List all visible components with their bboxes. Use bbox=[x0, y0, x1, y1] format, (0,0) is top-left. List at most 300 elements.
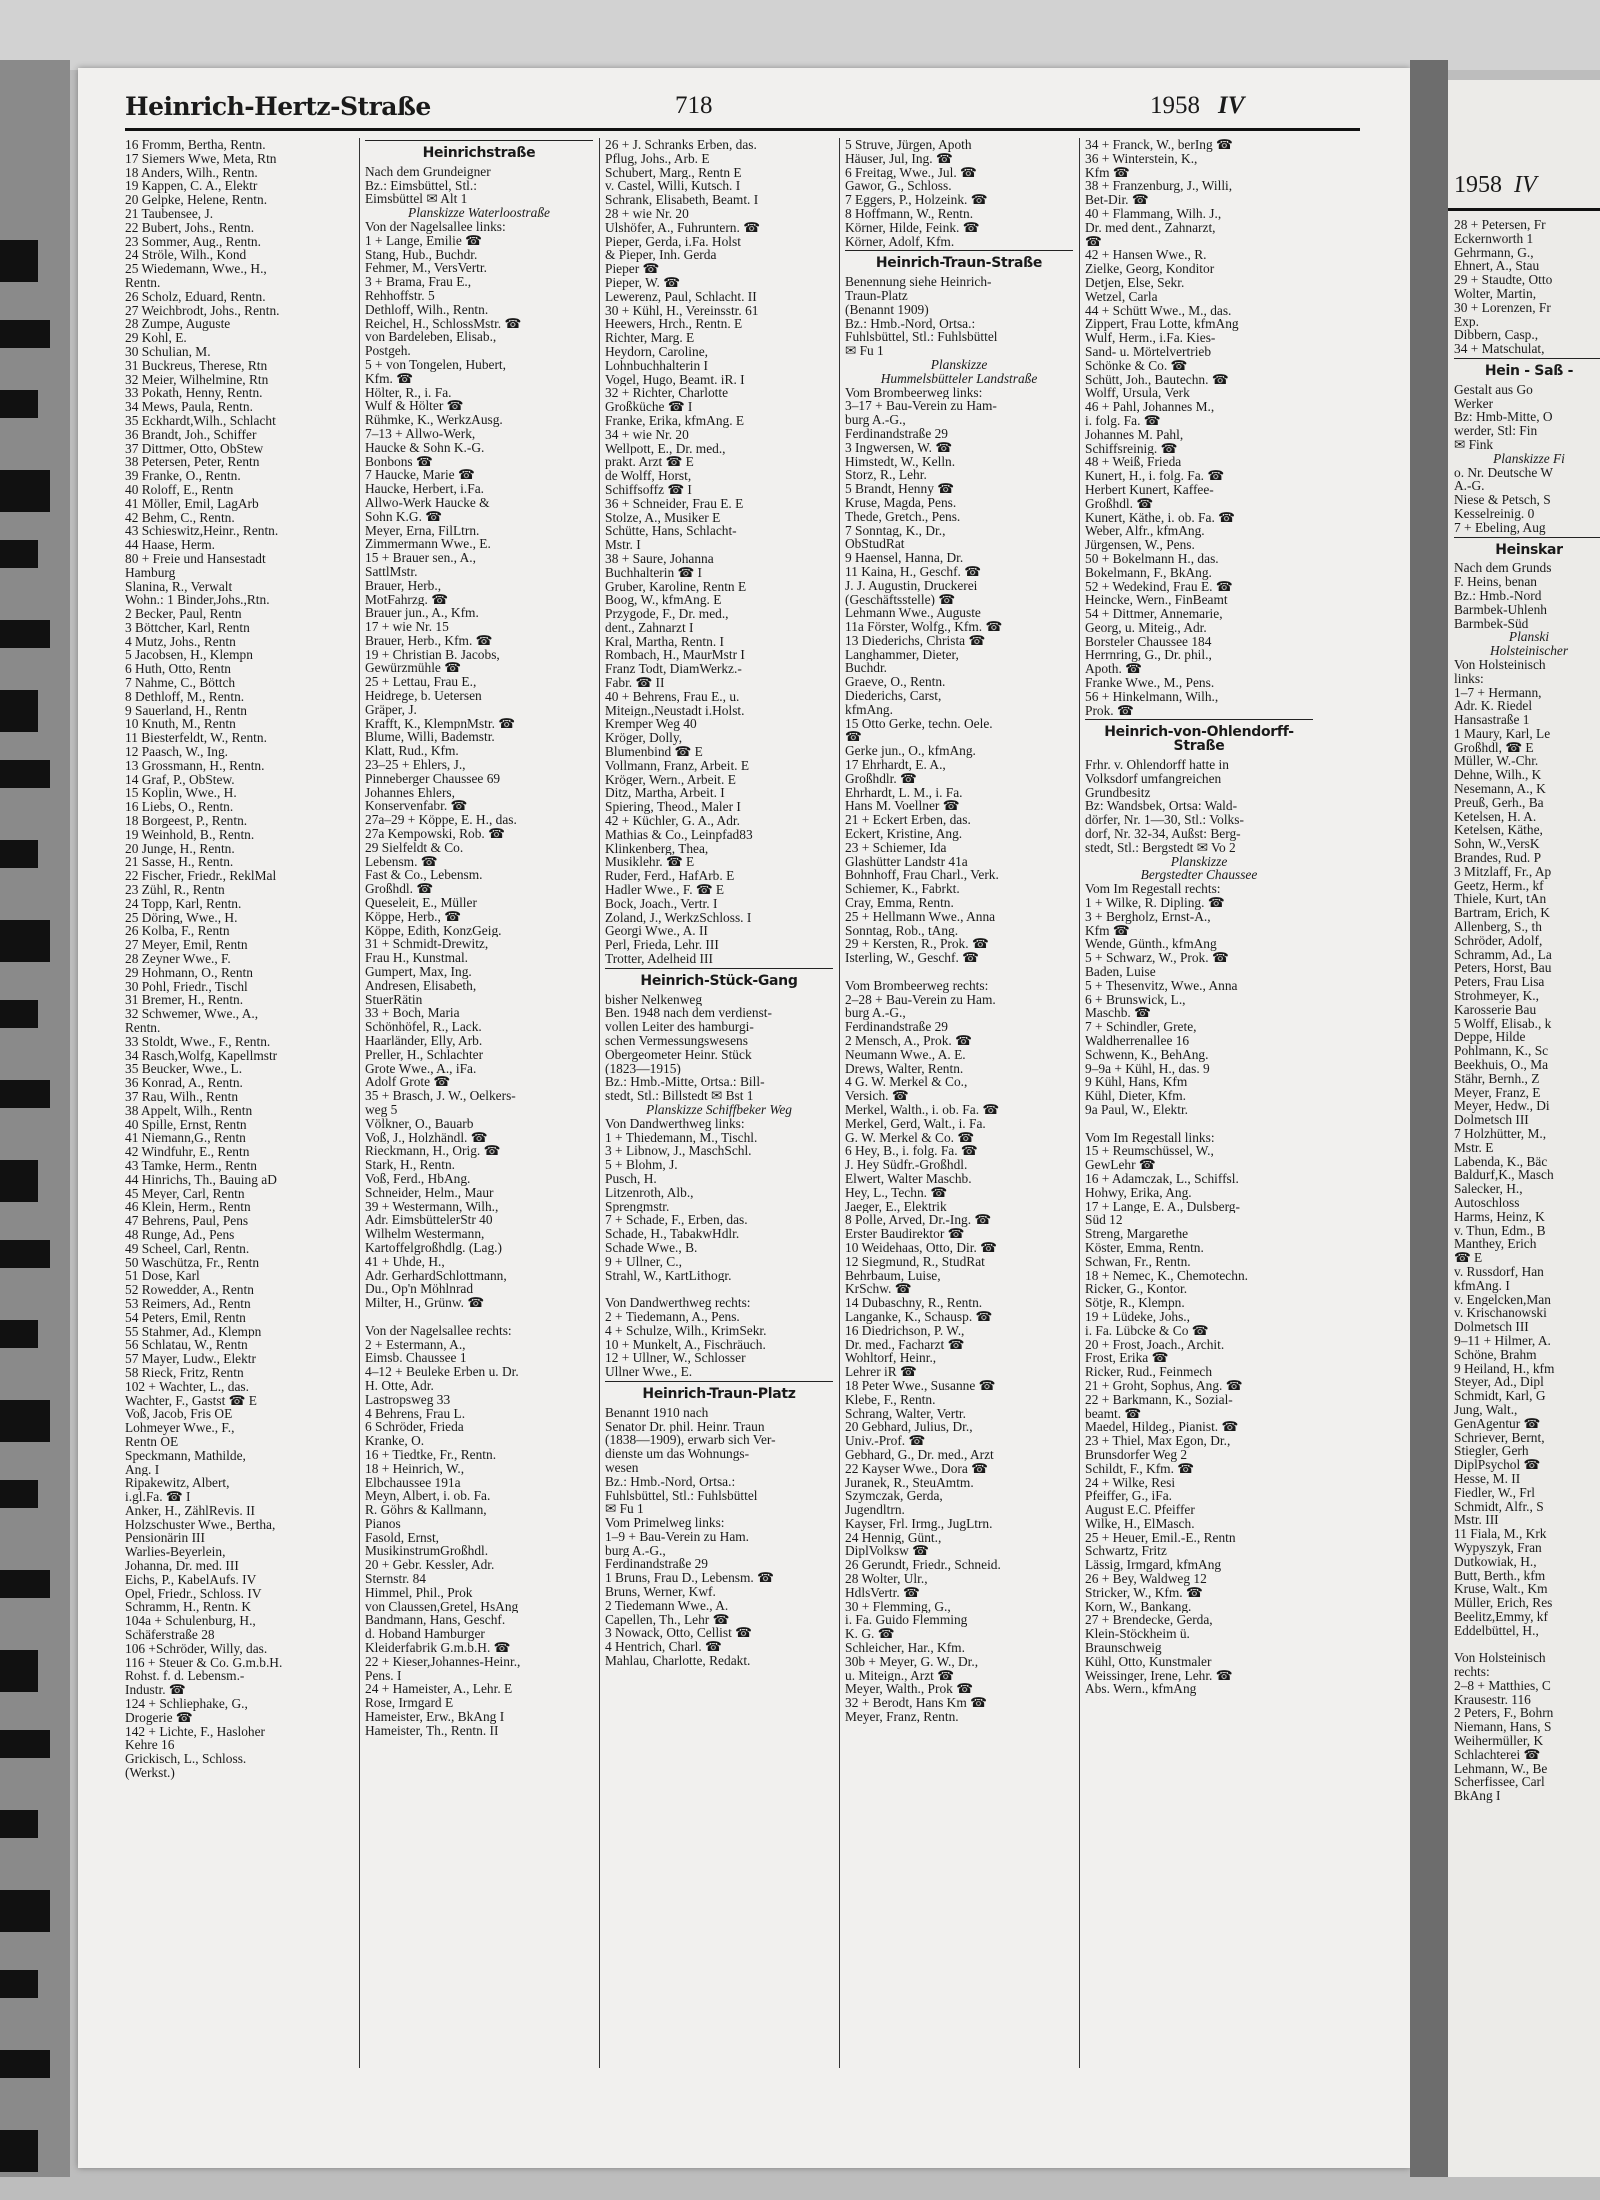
directory-entry: 23 + Schiemer, Ida bbox=[845, 840, 947, 855]
directory-entry: Sprengmstr. bbox=[605, 1199, 670, 1214]
directory-entry: 30 Pohl, Friedr., Tischl bbox=[125, 979, 248, 994]
directory-entry: KrSchw. ☎ bbox=[845, 1282, 912, 1297]
index-mark bbox=[0, 1730, 50, 1758]
directory-entry: 124 + Schliephake, G., bbox=[125, 1697, 248, 1711]
directory-entry: 2 + Estermann, A., bbox=[365, 1337, 466, 1352]
directory-entry: 8 Dethloff, M., Rentn. bbox=[125, 689, 245, 704]
directory-entry: 3 + Brama, Frau E., bbox=[365, 275, 472, 289]
directory-entry: Brauer, Herb., Kfm. ☎ bbox=[365, 633, 493, 648]
directory-entry: 44 + Schütt Wwe., M., das. bbox=[1085, 303, 1232, 318]
directory-entry: 32 + Richter, Charlotte bbox=[605, 386, 729, 401]
directory-entry: 3 Mitzlaff, Fr., Ap bbox=[1454, 864, 1552, 879]
directory-entry: Przygode, F., Dr. med., bbox=[605, 607, 729, 621]
directory-entry: 20 + Frost, Joach., Archit. bbox=[1085, 1337, 1225, 1352]
directory-entry: Scherfissee, Carl bbox=[1454, 1775, 1545, 1790]
map-reference: Bergstedter Chaussee bbox=[1140, 868, 1258, 883]
directory-entry: Sötje, R., Klempn. bbox=[1085, 1296, 1185, 1310]
directory-entry: Eimsbüttel ✉ Alt 1 bbox=[365, 192, 468, 207]
directory-entry: Schmidt, Alfr., S bbox=[1454, 1499, 1544, 1514]
directory-entry: Wetzel, Carla bbox=[1085, 289, 1158, 304]
directory-entry: 27a Kempowski, Rob. ☎ bbox=[365, 827, 505, 841]
directory-entry: 5 + von Tongelen, Hubert, bbox=[365, 357, 506, 372]
directory-entry: Schramm, Ad., La bbox=[1454, 947, 1552, 962]
directory-entry: 3 Ingwersen, W. ☎ bbox=[845, 440, 953, 455]
directory-entry: Streng, Margarethe bbox=[1085, 1227, 1189, 1241]
directory-entry: 21 + Groht, Sophus, Ang. ☎ bbox=[1085, 1378, 1243, 1393]
directory-entry: Sonntag, Rob., tAng. bbox=[845, 923, 959, 938]
directory-entry: Pohlmann, K., Sc bbox=[1454, 1044, 1549, 1059]
spacer bbox=[845, 965, 1073, 979]
directory-entry: 5 Jacobsen, H., Klempn bbox=[125, 648, 253, 663]
directory-entry: 44 Hinrichs, Th., Bauing aD bbox=[125, 1172, 277, 1187]
directory-entry: Blumenbind ☎ E bbox=[605, 745, 703, 759]
directory-entry: Bonbons ☎ bbox=[365, 454, 433, 469]
directory-entry: 26 Scholz, Eduard, Rentn. bbox=[125, 289, 266, 304]
directory-entry: stedt, Stl.: Bergstedt ✉ Vo 2 bbox=[1085, 840, 1236, 855]
directory-entry: 33 Pokath, Henny, Rentn. bbox=[125, 386, 263, 401]
directory-entry: Großhdl. ☎ bbox=[365, 882, 434, 897]
directory-entry: Weihermüller, K bbox=[1454, 1734, 1544, 1748]
directory-entry: Gumpert, Max, Ing. bbox=[365, 965, 472, 979]
directory-entry: Werker bbox=[1454, 396, 1494, 411]
directory-entry: Stang, Hub., Buchdr. bbox=[365, 247, 478, 262]
directory-entry: Krafft, K., KlempnMstr. ☎ bbox=[365, 716, 515, 731]
directory-entry: Konservenfabr. ☎ bbox=[365, 799, 468, 814]
directory-entry: Jugendltrn. bbox=[845, 1503, 905, 1517]
directory-entry: ☎ E bbox=[1454, 1251, 1483, 1265]
directory-entry: BkAng I bbox=[1454, 1789, 1501, 1804]
directory-entry: dienste um das Wohnungs- bbox=[605, 1447, 750, 1461]
directory-entry: 11 Biesterfeldt, W., Rentn. bbox=[125, 731, 267, 746]
directory-entry: Herbert Kunert, Kaffee- bbox=[1085, 482, 1214, 497]
directory-entry: Gruber, Karoline, Rentn E bbox=[605, 579, 747, 594]
directory-entry: Schütt, Joh., Bautechn. ☎ bbox=[1085, 372, 1229, 387]
directory-entry: 80 + Freie und Hansestadt bbox=[125, 551, 266, 566]
directory-entry: Miteign.,Neustadt i.Holst. bbox=[605, 703, 745, 718]
directory-entry: 7 Haucke, Marie ☎ bbox=[365, 468, 475, 483]
directory-entry: Hameister, Erw., BkAng I bbox=[365, 1710, 505, 1724]
directory-entry: Kfm. ☎ bbox=[365, 371, 413, 386]
directory-entry: 25 Wiedemann, Wwe., H., bbox=[125, 262, 267, 276]
directory-entry: Bock, Joach., Vertr. I bbox=[605, 896, 718, 911]
directory-entry: Bandmann, Hans, Geschf. bbox=[365, 1613, 506, 1628]
directory-entry: 14 Graf, P., ObStew. bbox=[125, 772, 235, 787]
directory-entry: 38 + Saure, Johanna bbox=[605, 551, 714, 566]
directory-entry: Rentn. bbox=[125, 1021, 161, 1035]
directory-entry: 104a + Schulenburg, H., bbox=[125, 1614, 256, 1629]
directory-entry: Brauer, Herb., bbox=[365, 578, 442, 593]
directory-entry: Graeve, O., Rentn. bbox=[845, 675, 946, 690]
index-mark bbox=[0, 2050, 50, 2078]
scan-background bbox=[0, 0, 1600, 70]
directory-entry: Dolmetsch III bbox=[1454, 1113, 1529, 1127]
directory-entry: ✉ Fu 1 bbox=[845, 344, 884, 358]
directory-entry: 5 Brandt, Henny ☎ bbox=[845, 482, 954, 496]
directory-entry: Kühl, Dieter, Kfm. bbox=[1085, 1089, 1186, 1103]
directory-entry: wesen bbox=[605, 1460, 639, 1475]
column-4 bbox=[845, 138, 1073, 2068]
directory-entry: Peters, Horst, Bau bbox=[1454, 961, 1552, 976]
directory-entry: Korn, W., Bankang. bbox=[1085, 1599, 1192, 1614]
directory-entry: 8 Hoffmann, W., Rentn. bbox=[845, 206, 974, 221]
directory-entry: Kfm ☎ bbox=[1085, 923, 1130, 938]
directory-entry: Stiegler, Gerh bbox=[1454, 1444, 1529, 1459]
directory-entry: Kunert, Käthe, i. ob. Fa. ☎ bbox=[1085, 510, 1235, 525]
directory-entry: Wulf, Herm., i.Fa. Kies- bbox=[1085, 331, 1216, 345]
directory-entry: Nach dem Grunds bbox=[1454, 561, 1552, 576]
next-page-year: 1958 bbox=[1454, 172, 1502, 198]
directory-entry: Schönhöfel, R., Lack. bbox=[365, 1020, 482, 1034]
directory-entry: 6 Huth, Otto, Rentn bbox=[125, 662, 232, 677]
directory-entry: 1–9 + Bau-Verein zu Ham. bbox=[605, 1529, 750, 1544]
directory-entry: Schriever, Bernt, bbox=[1454, 1430, 1545, 1445]
directory-entry: Fabr. ☎ II bbox=[605, 676, 665, 690]
directory-entry: Lohnbuchhalterin I bbox=[605, 358, 708, 373]
next-page-volume: IV bbox=[1514, 172, 1537, 198]
directory-entry: Bokelmann, F., BkAng. bbox=[1085, 565, 1212, 580]
directory-entry: 10 Knuth, M., Rentn bbox=[125, 717, 236, 732]
directory-entry: 24 Topp, Karl, Rentn. bbox=[125, 896, 242, 911]
directory-entry: Andresen, Elisabeth, bbox=[365, 978, 477, 993]
directory-entry: (Werkst.) bbox=[125, 1766, 175, 1780]
thumb-index-marks bbox=[0, 240, 60, 2200]
directory-entry: 16 + Adamczak, L., Schiffsl. bbox=[1085, 1171, 1239, 1186]
directory-entry: Autoschloss bbox=[1454, 1195, 1520, 1210]
directory-entry: J. Hey Südfr.-Großhdl. bbox=[845, 1158, 968, 1172]
directory-entry: Sternstr. 84 bbox=[365, 1572, 427, 1586]
directory-entry: Rentn. bbox=[125, 275, 161, 290]
directory-entry: vollen Leiter des hamburgi- bbox=[605, 1020, 754, 1034]
directory-entry: Lässig, Irmgard, kfmAng bbox=[1085, 1558, 1222, 1573]
directory-entry: Hohwy, Erika, Ang. bbox=[1085, 1185, 1192, 1200]
directory-entry: 34 + Matschulat, bbox=[1454, 342, 1545, 356]
directory-entry: 52 Rowedder, A., Rentn bbox=[125, 1283, 254, 1297]
directory-entry: Anker, H., ZählRevis. II bbox=[125, 1503, 255, 1518]
directory-entry: 2 Tiedemann Wwe., A. bbox=[605, 1598, 729, 1613]
directory-entry: 23 Sommer, Aug., Rentn. bbox=[125, 234, 261, 249]
directory-entry: 7 Holzhütter, M., bbox=[1454, 1127, 1547, 1141]
index-mark bbox=[0, 1240, 50, 1268]
directory-entry: Hey, L., Techn. ☎ bbox=[845, 1185, 948, 1200]
directory-entry: Dehne, Wilh., K bbox=[1454, 768, 1542, 783]
directory-entry: Fast & Co., Lebensm. bbox=[365, 868, 483, 883]
directory-entry: Bz.: Hmb.-Nord, Ortsa.: bbox=[845, 316, 976, 331]
directory-entry: rechts: bbox=[1454, 1665, 1490, 1679]
directory-entry: Bet-Dir. ☎ bbox=[1085, 193, 1149, 207]
directory-entry: 1 + Lange, Emilie ☎ bbox=[365, 233, 482, 248]
spacer bbox=[605, 1282, 833, 1296]
directory-entry: Grote Wwe., A., iFa. bbox=[365, 1061, 477, 1076]
directory-entry: Pianos bbox=[365, 1516, 401, 1531]
directory-entry: Wilhelm Westermann, bbox=[365, 1227, 485, 1241]
directory-entry: Zielke, Georg, Konditor bbox=[1085, 262, 1215, 276]
directory-entry: Ditz, Martha, Arbeit. I bbox=[605, 786, 725, 801]
directory-entry: Von Holsteinisch bbox=[1454, 657, 1546, 672]
directory-entry: Maschb. ☎ bbox=[1085, 1006, 1151, 1021]
directory-entry: Brauer jun., A., Kfm. bbox=[365, 606, 479, 621]
directory-entry: 26 + Bey, Waldweg 12 bbox=[1085, 1572, 1207, 1586]
directory-entry: 20 Junge, H., Rentn. bbox=[125, 841, 235, 856]
directory-entry: 41 Niemann,G., Rentn bbox=[125, 1131, 246, 1146]
directory-entry: 24 Ströle, Wilh., Kond bbox=[125, 248, 247, 263]
directory-entry: ✉ Fink bbox=[1454, 437, 1494, 452]
directory-entry: 5 + Schwarz, W., Prok. ☎ bbox=[1085, 951, 1229, 966]
book-edge bbox=[0, 60, 70, 2177]
book-gutter bbox=[1410, 60, 1448, 2177]
directory-entry: 7 Nahme, C., Böttch bbox=[125, 676, 236, 690]
directory-entry: v. Thun, Edm., B bbox=[1454, 1223, 1546, 1238]
spacer bbox=[1085, 1117, 1313, 1131]
index-mark bbox=[0, 1400, 50, 1442]
directory-entry: dörfer, Nr. 1—30, Stl.: Volks- bbox=[1085, 813, 1244, 828]
directory-entry: Trotter, Adelheid III bbox=[605, 952, 713, 966]
directory-entry: Szymczak, Gerda, bbox=[845, 1489, 943, 1504]
directory-entry: Klebe, F., Rentn. bbox=[845, 1392, 936, 1407]
directory-entry: 2–8 + Matthies, C bbox=[1454, 1678, 1551, 1693]
directory-entry: Beelitz,Emmy, kf bbox=[1454, 1609, 1548, 1624]
directory-entry: Volksdorf umfangreichen bbox=[1085, 771, 1222, 786]
directory-entry: Wellpott, E., Dr. med., bbox=[605, 441, 726, 456]
directory-entry: Köppe, Herb., ☎ bbox=[365, 909, 461, 924]
directory-entry: ✉ Fu 1 bbox=[605, 1502, 644, 1517]
directory-entry: 28 Zumpe, Auguste bbox=[125, 317, 231, 332]
directory-entry: 31 + Schmidt-Drewitz, bbox=[365, 937, 489, 952]
directory-entry: Butt, Berth., kfm bbox=[1454, 1568, 1546, 1583]
directory-entry: kfmAng. bbox=[845, 702, 893, 717]
directory-entry: 3–17 + Bau-Verein zu Ham- bbox=[845, 399, 997, 414]
directory-entry: (1823—1915) bbox=[605, 1061, 681, 1076]
directory-entry: 34 Rasch,Wolfg, Kapellmstr bbox=[125, 1048, 278, 1063]
directory-entry: Körner, Adolf, Kfm. bbox=[845, 234, 955, 249]
directory-entry: Hansastraße 1 bbox=[1454, 713, 1530, 727]
next-page-edge bbox=[1448, 80, 1600, 2177]
directory-entry: 19 + Christian B. Jacobs, bbox=[365, 647, 500, 662]
directory-entry: Litzenroth, Alb., bbox=[605, 1185, 694, 1200]
directory-entry: 6 Hey, B., i. folg. Fa. ☎ bbox=[845, 1144, 978, 1159]
directory-entry: Queseleit, E., Müller bbox=[365, 896, 477, 910]
directory-entry: 3 + Bergholz, Ernst-A., bbox=[1085, 909, 1211, 924]
directory-entry: 2 + Tiedemann, A., Pens. bbox=[605, 1309, 740, 1324]
directory-entry: Vogel, Hugo, Beamt. iR. I bbox=[605, 372, 745, 387]
directory-entry: Fasold, Ernst, bbox=[365, 1530, 440, 1545]
directory-entry: 6 + Brunswick, L., bbox=[1085, 992, 1186, 1007]
directory-entry: Adr. GerhardSchlottmann, bbox=[365, 1268, 507, 1283]
directory-entry: Dibbern, Casp., bbox=[1454, 328, 1539, 343]
map-reference: Holsteinischer bbox=[1489, 644, 1569, 658]
directory-entry: Lastropsweg 33 bbox=[365, 1392, 451, 1407]
directory-entry: 18 + Nemec, K., Chemotechn. bbox=[1085, 1268, 1248, 1283]
directory-entry: Hölter, R., i. Fa. bbox=[365, 385, 452, 400]
index-mark bbox=[0, 690, 38, 732]
street-rule bbox=[1454, 358, 1600, 359]
directory-entry: Labenda, K., Bäc bbox=[1454, 1154, 1548, 1169]
directory-entry: Salecker, H., bbox=[1454, 1182, 1523, 1196]
directory-entry: Ricker, G., Kontor. bbox=[1085, 1282, 1188, 1297]
directory-entry: Senator Dr. phil. Heinr. Traun bbox=[605, 1419, 765, 1434]
index-mark bbox=[0, 540, 38, 568]
directory-entry: 25 + Heuer, Emil.-E., Rentn bbox=[1085, 1530, 1236, 1545]
directory-entry: HdlsVertr. ☎ bbox=[845, 1585, 920, 1600]
directory-entry: 5 + Thesenvitz, Wwe., Anna bbox=[1085, 978, 1238, 993]
directory-entry: Barmbek-Uhlenh bbox=[1454, 602, 1547, 617]
directory-entry: Johanna, Dr. med. III bbox=[125, 1559, 239, 1573]
directory-entry: Elbchaussee 191a bbox=[365, 1475, 461, 1490]
index-mark bbox=[0, 1890, 50, 1932]
directory-entry: 102 + Wachter, L., das. bbox=[125, 1379, 249, 1394]
directory-entry: Baden, Luise bbox=[1085, 965, 1156, 979]
directory-entry: Kleiderfabrik G.m.b.H. ☎ bbox=[365, 1641, 511, 1655]
directory-entry: Buchhalterin ☎ I bbox=[605, 565, 702, 580]
directory-entry: weg 5 bbox=[365, 1102, 398, 1117]
directory-entry: 37 Dittmer, Otto, ObStew bbox=[125, 441, 264, 456]
directory-entry: Rieckmann, H., Orig. ☎ bbox=[365, 1144, 501, 1159]
directory-entry: Schmidt, Karl, G bbox=[1454, 1389, 1546, 1403]
directory-entry: 9 Haensel, Hanna, Dr. bbox=[845, 551, 964, 565]
directory-entry: Ehnert, A., Stau bbox=[1454, 259, 1540, 274]
directory-entry: Traun-Platz bbox=[845, 288, 908, 303]
directory-entry: Schütte, Hans, Schlacht- bbox=[605, 524, 737, 539]
index-mark bbox=[0, 1650, 38, 1692]
column-divider bbox=[599, 138, 600, 2068]
directory-entry: 16 Liebs, O., Rentn. bbox=[125, 800, 234, 815]
directory-entry: 30 + Flemming, G., bbox=[845, 1599, 951, 1614]
directory-entry: Bz: Wandsbek, Ortsa: Wald- bbox=[1085, 799, 1238, 814]
directory-entry: Dolmetsch III bbox=[1454, 1320, 1529, 1334]
directory-entry: links: bbox=[1454, 671, 1484, 686]
directory-entry: Preller, H., Schlachter bbox=[365, 1047, 484, 1062]
directory-entry: Bz.: Eimsbüttel, Stl.: bbox=[365, 178, 477, 193]
directory-entry: H. Otte, Adr. bbox=[365, 1378, 434, 1393]
directory-entry: Lehmann, W., Be bbox=[1454, 1761, 1548, 1776]
directory-entry: 29 + Staudte, Otto bbox=[1454, 273, 1553, 287]
directory-entry: Gebhard, G., Dr. med., Arzt bbox=[845, 1447, 994, 1462]
directory-entry: 47 Behrens, Paul, Pens bbox=[125, 1214, 249, 1228]
directory-entry: 1 + Wilke, R. Dipling. ☎ bbox=[1085, 896, 1225, 910]
directory-entry: 56 Schlatau, W., Rentn bbox=[125, 1338, 248, 1353]
header-rule bbox=[125, 128, 1360, 131]
directory-entry: Zimmermann Wwe., E. bbox=[365, 537, 491, 552]
directory-entry: 7 Eggers, P., Holzeink. ☎ bbox=[845, 193, 988, 207]
directory-entry: 34 + wie Nr. 20 bbox=[605, 427, 689, 442]
directory-entry: Adr. K. Riedel bbox=[1454, 699, 1533, 714]
directory-entry: 40 Spille, Ernst, Rentn bbox=[125, 1117, 247, 1132]
directory-entry: 15 + Brauer sen., A., bbox=[365, 551, 476, 565]
directory-entry: Grickisch, L., Schloss. bbox=[125, 1752, 247, 1767]
directory-entry: Mstr. I bbox=[605, 538, 641, 552]
directory-entry: Stähr, Bernh., Z bbox=[1454, 1071, 1540, 1086]
directory-entry: 116 + Steuer & Co. G.m.b.H. bbox=[125, 1655, 283, 1670]
directory-entry: Barmbek-Süd bbox=[1454, 616, 1529, 631]
directory-entry: 106 +Schröder, Willy, das. bbox=[125, 1641, 268, 1656]
directory-entry: Grundbesitz bbox=[1085, 785, 1151, 800]
directory-entry: Bz.: Hmb.-Nord bbox=[1454, 588, 1542, 603]
directory-entry: Schiffsoffz ☎ I bbox=[605, 482, 692, 497]
directory-entry: 49 Scheel, Carl, Rentn. bbox=[125, 1241, 250, 1256]
directory-entry: Nach dem Grundeigner bbox=[365, 164, 491, 179]
street-heading: Heinrich-Stück-Gang bbox=[640, 972, 798, 989]
directory-entry: Gawor, G., Schloss. bbox=[845, 179, 952, 194]
directory-entry: Neumann Wwe., A. E. bbox=[845, 1047, 966, 1062]
directory-entry: August E.C. Pfeiffer bbox=[1085, 1503, 1195, 1517]
directory-entry: Kruse, Magda, Pens. bbox=[845, 495, 957, 510]
directory-entry: 21 + Eckert Erben, das. bbox=[845, 813, 971, 828]
street-heading: Hein - Saß - bbox=[1484, 362, 1574, 379]
directory-entry: Geetz, Herm., kf bbox=[1454, 878, 1544, 893]
directory-entry: 2 Becker, Paul, Rentn bbox=[125, 607, 242, 621]
directory-entry: v. Krischanowski bbox=[1454, 1306, 1547, 1321]
directory-entry: 16 + Tiedtke, Fr., Rentn. bbox=[365, 1447, 497, 1462]
directory-entry: 5 Wolff, Elisab., k bbox=[1454, 1016, 1552, 1031]
index-mark bbox=[0, 620, 50, 648]
directory-entry: Mstr. E bbox=[1454, 1140, 1494, 1155]
directory-entry: G. W. Merkel & Co. ☎ bbox=[845, 1130, 975, 1145]
directory-entry: Preuß, Gerh., Ba bbox=[1454, 795, 1544, 810]
directory-entry: Heidrege, b. Uetersen bbox=[365, 689, 482, 703]
directory-entry: 38 Appelt, Wilh., Rentn bbox=[125, 1103, 253, 1118]
directory-entry: 18 Borgeest, P., Rentn. bbox=[125, 814, 248, 828]
directory-entry: Weber, Alfr., kfmAng. bbox=[1085, 524, 1205, 539]
directory-entry: 38 + Franzenburg, J., Willi, bbox=[1085, 179, 1233, 194]
directory-entry: Eichs, P., KabelAufs. IV bbox=[125, 1572, 257, 1587]
directory-entry: (1838—1909), erwarb sich Ver- bbox=[605, 1433, 776, 1448]
directory-entry: Großküche ☎ I bbox=[605, 400, 693, 414]
directory-entry: Süd 12 bbox=[1085, 1213, 1123, 1228]
directory-entry: 17 + Lange, E. A., Dulsberg- bbox=[1085, 1199, 1240, 1214]
directory-entry: 26 + J. Schranks Erben, das. bbox=[605, 138, 757, 152]
directory-entry: 42 + Küchler, G. A., Adr. bbox=[605, 814, 740, 828]
directory-entry: Wachter, F., Gastst ☎ E bbox=[125, 1393, 257, 1408]
directory-entry: 11 Kaina, H., Geschf. ☎ bbox=[845, 564, 981, 579]
directory-entry: Kranke, O. bbox=[365, 1434, 425, 1448]
directory-entry: 1–7 + Hermann, bbox=[1454, 685, 1542, 700]
directory-entry: 22 + Kieser,Johannes-Heinr., bbox=[365, 1654, 521, 1669]
directory-entry: von Claussen,Gretel, HsAng bbox=[365, 1599, 519, 1614]
directory-entry: Herrnring, G., Dr. phil., bbox=[1085, 648, 1212, 663]
index-mark bbox=[0, 390, 38, 418]
directory-entry: Niemann, Hans, S bbox=[1454, 1720, 1552, 1735]
directory-entry: 29 + Kersten, R., Prok. ☎ bbox=[845, 937, 989, 952]
directory-entry: 17 + wie Nr. 15 bbox=[365, 620, 449, 634]
column-3 bbox=[605, 138, 833, 2068]
directory-entry: 39 + Westermann, Wilh., bbox=[365, 1199, 499, 1214]
directory-entry: 23 Zühl, R., Rentn bbox=[125, 883, 225, 897]
directory-entry: Adolf Grote ☎ bbox=[365, 1075, 451, 1090]
directory-entry: Häuser, Jul, Ing. ☎ bbox=[845, 151, 953, 166]
directory-entry: Köster, Emma, Rentn. bbox=[1085, 1240, 1204, 1255]
directory-entry: Fehmer, M., VersVertr. bbox=[365, 261, 487, 276]
directory-entry: Juranek, R., SteuAmtm. bbox=[845, 1475, 974, 1490]
directory-entry: Kfm ☎ bbox=[1085, 165, 1130, 180]
directory-entry: 9–9a + Kühl, H., das. 9 bbox=[1085, 1061, 1210, 1076]
directory-entry: 40 + Flammang, Wilh. J., bbox=[1085, 206, 1222, 221]
street-heading: Heinskar bbox=[1495, 541, 1563, 558]
next-page-rule bbox=[1448, 208, 1600, 211]
directory-entry: 11 Fiala, M., Krk bbox=[1454, 1527, 1547, 1541]
directory-entry: 17 Siemers Wwe, Meta, Rtn bbox=[125, 151, 277, 166]
directory-entry: Vom Primelweg links: bbox=[605, 1516, 725, 1530]
directory-entry: 25 + Hellmann Wwe., Anna bbox=[845, 909, 996, 924]
index-mark bbox=[0, 1320, 38, 1348]
directory-entry: Mahlau, Charlotte, Redakt. bbox=[605, 1654, 751, 1668]
directory-entry: Prok. ☎ bbox=[1085, 703, 1134, 718]
directory-entry: Manthey, Erich bbox=[1454, 1237, 1537, 1252]
directory-entry: Kehre 16 bbox=[125, 1738, 175, 1753]
directory-entry: 38 Petersen, Peter, Rentn bbox=[125, 455, 260, 470]
directory-entry: 32 Meier, Wilhelmine, Rtn bbox=[125, 372, 269, 387]
directory-entry: Apoth. ☎ bbox=[1085, 662, 1142, 677]
map-reference: Planskizze Waterloostraße bbox=[408, 206, 550, 220]
directory-entry: Gerke jun., O., kfmAng. bbox=[845, 744, 976, 759]
